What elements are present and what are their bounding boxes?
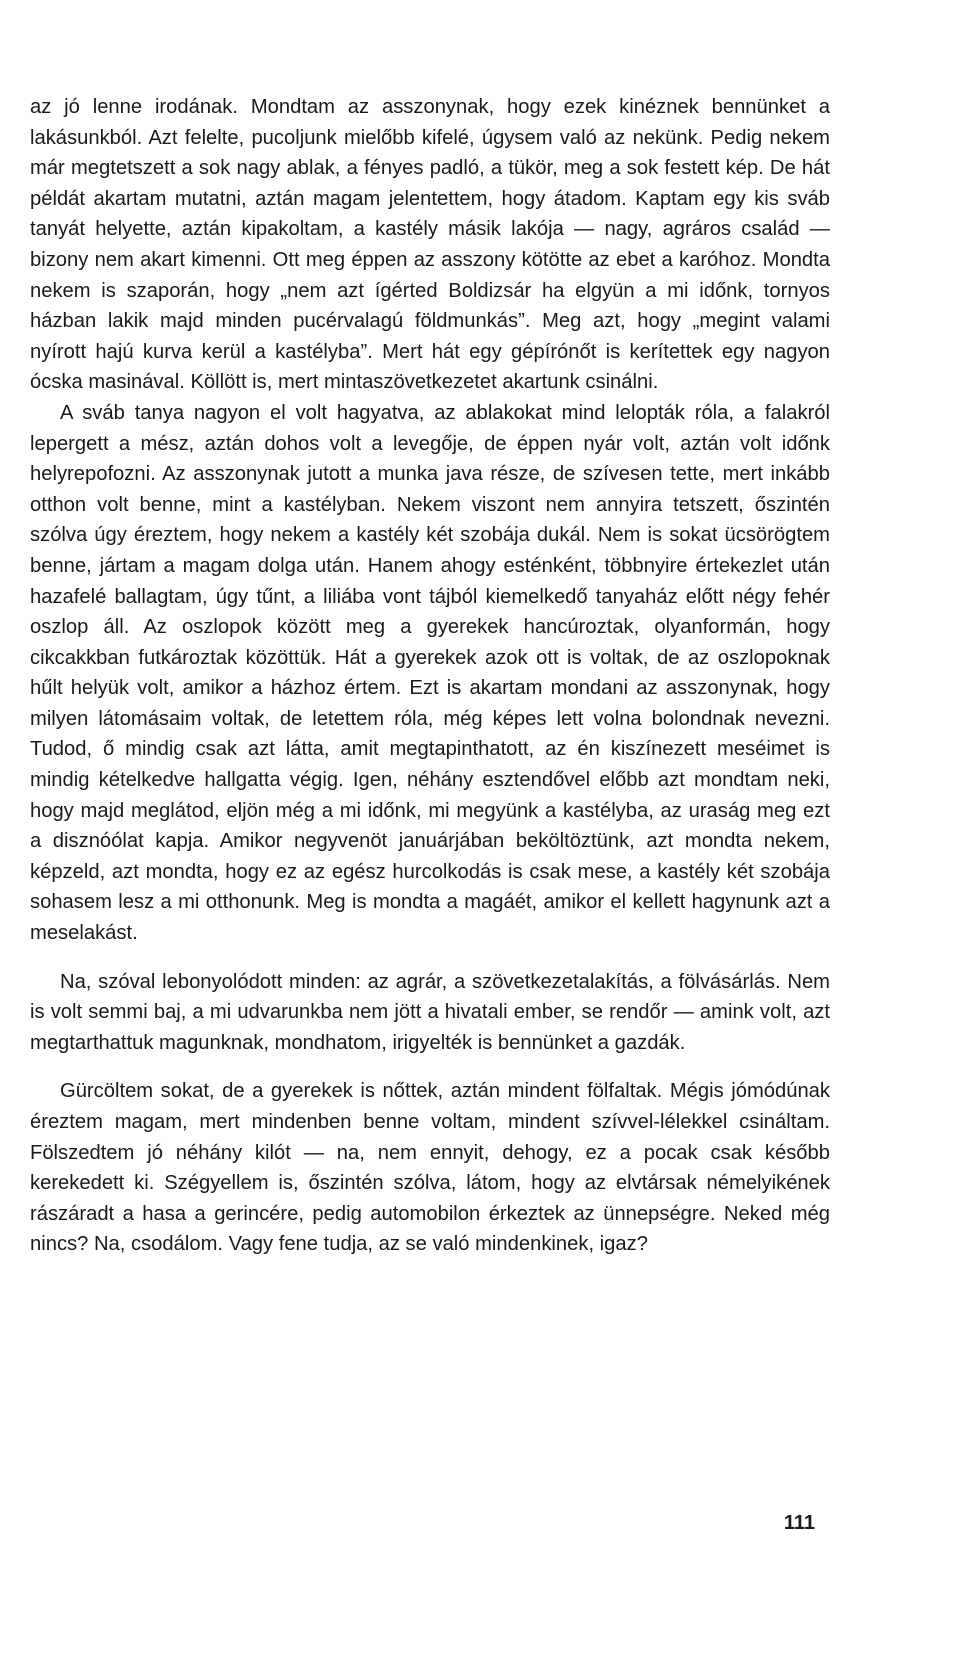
paragraph-4: Gürcöltem sokat, de a gyerekek is nőttek, aztán mindent fölfaltak. Mégis jómódúnak éreztem magam, mert mindenben benne voltam, mindent szívvel-lélekkel csináltam. Fölszedtem jó néhány kilót — na, nem ennyit, dehogy, ez a pocak csak később kerekedett ki. Szégyellem is, őszintén szólva, látom, hogy az elvtársak némelyikének rászáradt a hasa a gerincére, pedig automobilon érkeztek az ünnepségre. Neked még nincs? Na, csodálom. Vagy fene tudja, az se való mindenkinek, igaz? xyxy=(30,1080,830,1256)
paragraph-1: az jó lenne irodának. Mondtam az asszonynak, hogy ezek kinéznek bennünket a lakásunkból. Azt felelte, pucoljunk mielőbb kifelé, úgysem való az nekünk. Pedig nekem már megtetszett a sok nagy ablak, a fényes padló, a tükör, meg a sok festett kép. De hát példát akartam mutatni, aztán magam jelentettem, hogy átadom. Kaptam egy kis sváb tanyát helyette, aztán kipakoltam, a kastély másik lakója — nagy, agráros család — bizony nem akart kimenni. Ott meg éppen az asszony kötötte az ebet a karóhoz. Mondta nekem is szaporán, hogy „nem azt ígérted Boldizsár ha elgyün a mi időnk, tornyos házban lakik majd minden pucérvalagú földmunkás”. Meg azt, hogy „megint valami nyírott hajú kurva kerül a kastélyba”. Mert hát egy gépírónőt is kerítettek egy nagyon ócska masinával. Köllött is, mert mintaszövetkezetet akartunk csinálni. xyxy=(30,96,830,394)
page-number: 111 xyxy=(783,1512,815,1534)
paragraph-2: A sváb tanya nagyon el volt hagyatva, az ablakokat mind lelopták róla, a falakról lepergett a mész, aztán dohos volt a levegője, de éppen nyár volt, aztán volt időnk helyrepofozni. Az asszonynak jutott a munka java része, de szívesen tette, mert inkább otthon volt benne, mint a kastélyban. Nekem viszont nem annyira tetszett, őszintén szólva úgy éreztem, hogy nekem a kastély két szobája dukál. Nem is sokat ücsörögtem benne, jártam a magam dolga után. Hanem ahogy esténként, többnyire értekezlet után hazafelé ballagtam, úgy tűnt, a liliába vont tájból kiemelkedő tanyaház előtt négy fehér oszlop áll. Az oszlopok között meg a gyerekek hancúroztak, olyanformán, hogy cikcakkban futkároztak közöttük. Hát a gyerekek azok ott is voltak, de az oszlopoknak hűlt helyük volt, amikor a házhoz értem. Ezt is akartam mondani az asszonynak, hogy milyen látomásaim voltak, de letettem róla, még képes lett volna bolondnak nevezni. Tudod, ő mindig csak azt látta, amit megtapinthatott, az én kiszínezett meséimet is mindig kételkedve hallgatta végig. Igen, néhány esztendővel előbb azt mondtam neki, hogy majd meglátod, eljön még a mi időnk, mi megyünk a kastélyba, az uraság meg ezt a disznóólat kapja. Amikor negyvenöt januárjában beköltöztünk, azt mondta nekem, képzeld, azt mondta, hogy ez az egész hurcolkodás is csak mese, a kastély két szobája sohasem lesz a mi otthonunk. Meg is mondta a magáét, amikor el kellett hagynunk azt a meselakást. xyxy=(30,401,830,945)
book-page-text xyxy=(30,92,830,1260)
paragraph-3: Na, szóval lebonyolódott minden: az agrár, a szövetkezetalakítás, a fölvásárlás. Nem is volt semmi baj, a mi udvarunkba nem jött a hivatali ember, se rendőr — amink volt, azt megtarthattuk magunknak, mondhatom, irigyelték is bennünket a gazdák. xyxy=(30,970,830,1054)
